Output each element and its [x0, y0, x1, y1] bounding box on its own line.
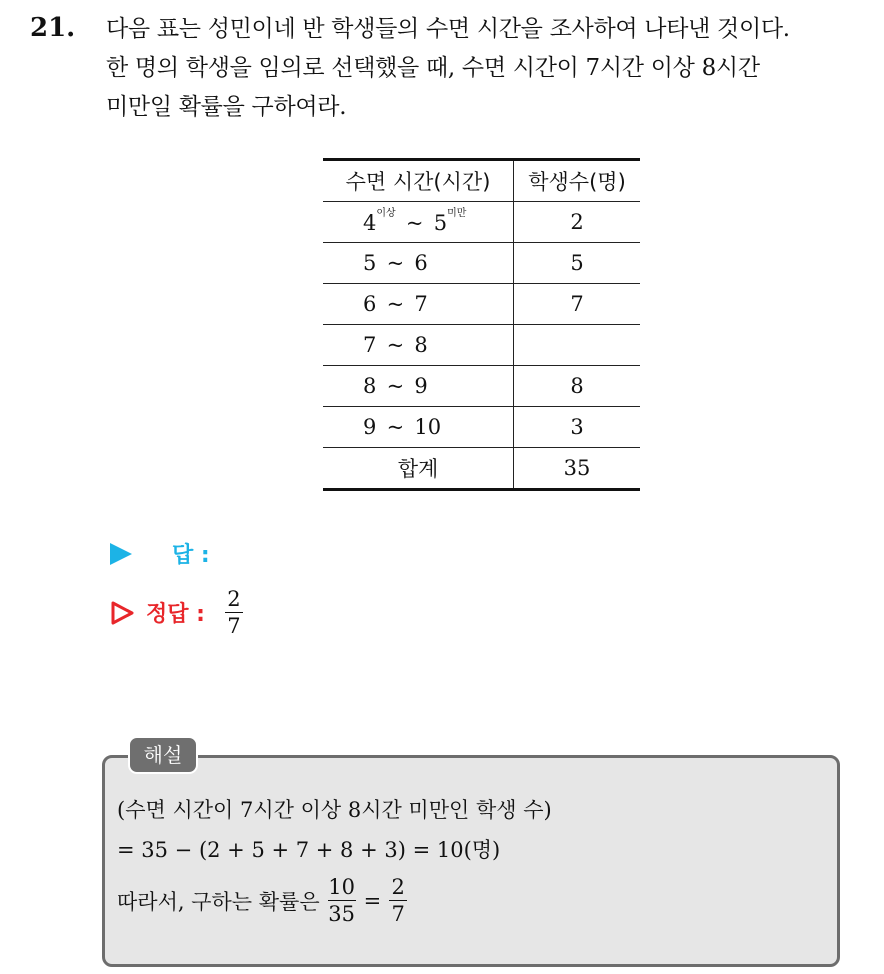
table-row [323, 243, 640, 284]
correct-answer-fraction [225, 588, 243, 637]
header-sleep-time: 수면 시간(시간) [323, 160, 514, 202]
fraction-bar [389, 900, 407, 901]
range-cell [323, 407, 514, 448]
question-line-3: 미만일 확률을 구하여라. [106, 94, 347, 120]
table-row [323, 202, 640, 243]
fraction-bar [225, 612, 243, 613]
range-from: 5 [363, 251, 377, 275]
explanation-body [117, 792, 817, 925]
sleep-time-table [323, 158, 640, 491]
fraction-numerator: 2 [227, 587, 241, 611]
count-cell: 2 [514, 202, 641, 243]
explanation-line-3-prefix: 따라서, 구하는 확률은 [117, 889, 320, 914]
explanation-fraction-2 [389, 876, 407, 925]
range-from: 8 [363, 374, 377, 398]
table-total-row [323, 448, 640, 490]
answer-line [110, 538, 210, 569]
range-from-sup: 이상 [376, 207, 396, 219]
explanation-line-3 [117, 876, 817, 925]
count-cell: 3 [514, 407, 641, 448]
table-row [323, 366, 640, 407]
range-tilde: ~ [386, 374, 405, 398]
table-row [323, 407, 640, 448]
range-to: 6 [414, 251, 428, 275]
range-to: 10 [414, 415, 442, 439]
question-number: 21. [30, 13, 76, 43]
fraction-denominator: 35 [328, 902, 355, 927]
equals-sign: = [363, 888, 382, 913]
range-cell [323, 202, 514, 243]
table-row [323, 325, 640, 366]
fraction-bar [328, 900, 356, 901]
count-cell-blank [514, 325, 641, 366]
total-label: 합계 [323, 448, 514, 490]
range-cell [323, 366, 514, 407]
fraction-denominator: 7 [391, 902, 405, 927]
fraction-denominator: 7 [227, 614, 241, 639]
range-from: 4 [363, 210, 377, 235]
question-text [106, 10, 870, 127]
range-tilde: ~ [386, 251, 405, 275]
explanation-fraction-1 [328, 876, 356, 925]
range-to: 7 [414, 292, 428, 316]
range-from: 7 [363, 333, 377, 357]
count-cell: 8 [514, 366, 641, 407]
range-cell [323, 284, 514, 325]
correct-answer-label: 정답 : [146, 602, 205, 628]
range-to: 5 [433, 210, 448, 235]
table-header-row [323, 160, 640, 202]
range-from: 9 [363, 415, 377, 439]
count-cell: 5 [514, 243, 641, 284]
explanation-tab: 해설 [128, 736, 198, 774]
explanation-line-2: = 35 − (2 + 5 + 7 + 8 + 3) = 10(명) [117, 838, 501, 862]
range-tilde: ~ [386, 333, 405, 357]
range-from: 6 [363, 292, 377, 316]
header-student-count: 학생수(명) [514, 160, 641, 202]
question-line-2: 한 명의 학생을 임의로 선택했을 때, 수면 시간이 7시간 이상 8시간 [106, 55, 760, 81]
range-tilde: ~ [386, 415, 405, 439]
table-row [323, 284, 640, 325]
range-cell [323, 325, 514, 366]
total-value: 35 [514, 448, 641, 490]
play-arrow-icon [110, 543, 132, 565]
fraction-numerator: 2 [391, 875, 405, 899]
question-line-1: 다음 표는 성민이네 반 학생들의 수면 시간을 조사하여 나타낸 것이다. [106, 16, 790, 42]
range-cell [323, 243, 514, 284]
range-to: 9 [414, 374, 428, 398]
answer-label: 답 : [172, 543, 210, 568]
correct-answer-line [110, 588, 243, 637]
range-to: 8 [414, 333, 428, 357]
count-cell: 7 [514, 284, 641, 325]
range-to-sup: 미만 [447, 207, 467, 219]
explanation-line-1: (수면 시간이 7시간 이상 8시간 미만인 학생 수) [117, 798, 552, 822]
fraction-numerator: 10 [328, 875, 355, 899]
outline-arrow-icon [110, 601, 134, 625]
range-tilde: ~ [386, 292, 405, 316]
range-tilde: ~ [405, 210, 424, 235]
